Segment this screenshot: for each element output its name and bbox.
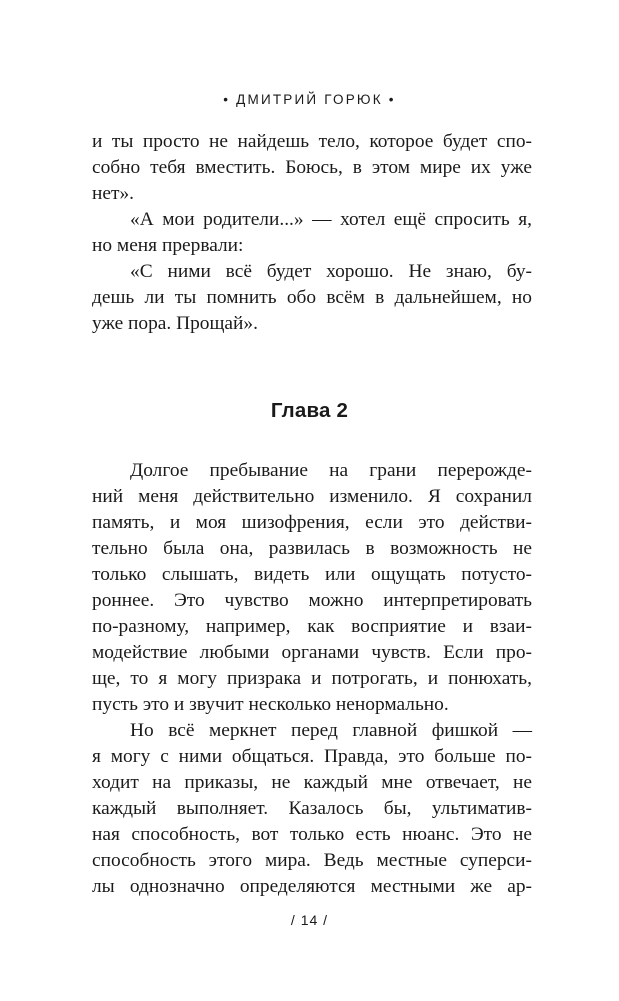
text-line: уже пора. Прощай». (92, 313, 258, 334)
main-text-block (92, 458, 532, 900)
running-head: • ДМИТРИЙ ГОРЮК • (223, 92, 396, 107)
text-line: и ты просто не найдешь тело, которое будет спо- (92, 131, 532, 152)
text-line: модействие любыми органами чувств. Если про- (92, 642, 532, 663)
top-text-block (92, 129, 532, 337)
text-line: я могу с ними общаться. Правда, это больше по- (92, 746, 532, 767)
text-line: ще, то я могу призрака и потрогать, и понюхать, (92, 668, 532, 689)
text-line: память, и моя шизофрения, если это действи- (92, 512, 532, 533)
text-line: но меня прервали: (92, 235, 244, 256)
text-line: по-разному, например, как восприятие и взаи- (92, 616, 532, 637)
text-line: Но всё меркнет перед главной фишкой — (130, 720, 532, 741)
text-line: только слышать, видеть или ощущать потусто- (92, 564, 532, 585)
text-line: «С ними всё будет хорошо. Не знаю, бу- (130, 261, 532, 282)
text-line: собно тебя вместить. Боюсь, в этом мире их уже (92, 157, 532, 178)
text-line: каждый выполняет. Казалось бы, ультиматив- (92, 798, 532, 819)
text-line: пусть это и звучит несколько ненормально. (92, 694, 449, 715)
text-line: роннее. Это чувство можно интерпретировать (92, 590, 532, 611)
chapter-title: Глава 2 (270, 399, 349, 422)
text-line: ний меня действительно изменило. Я сохранил (92, 486, 532, 507)
text-line: нет». (92, 183, 135, 204)
page-number: / 14 / (290, 912, 329, 928)
text-line: лы однозначно определяются местными же ар- (92, 876, 532, 897)
text-line: ная способность, вот только есть нюанс. Это не (92, 824, 532, 845)
text-line: тельно была она, развилась в возможность не (92, 538, 532, 559)
text-line: Долгое пребывание на грани перерожде- (130, 460, 532, 481)
text-line: способность этого мира. Ведь местные суперси- (92, 850, 532, 871)
text-line: дешь ли ты помнить обо всём в дальнейшем, но (92, 287, 532, 308)
text-line: «А мои родители...» — хотел ещё спросить я, (130, 209, 532, 230)
text-line: ходит на приказы, не каждый мне отвечает, не (92, 772, 532, 793)
